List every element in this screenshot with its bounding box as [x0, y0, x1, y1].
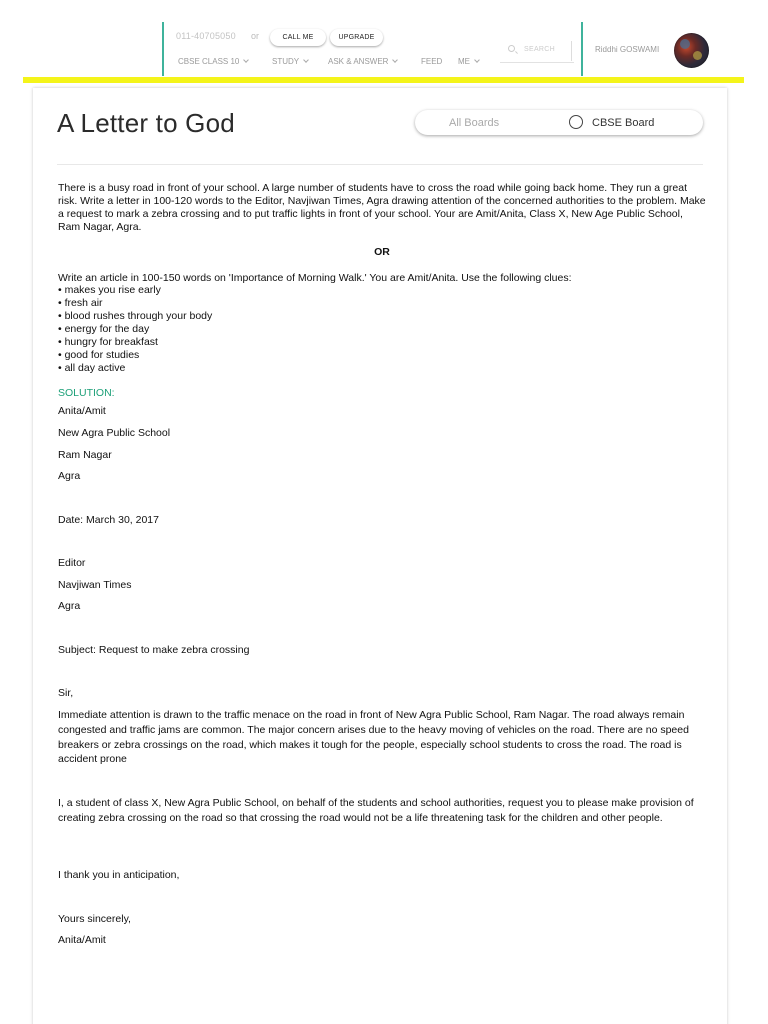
list-item: • makes you rise early — [58, 284, 161, 297]
list-item: • energy for the day — [58, 323, 150, 336]
question-text — [58, 182, 706, 400]
avatar[interactable] — [674, 33, 709, 68]
phone-number[interactable]: 011-40705050 — [176, 31, 236, 41]
letter-line: Subject: Request to make zebra crossing — [58, 644, 250, 656]
list-item: • good for studies — [58, 348, 140, 361]
page-title: A Letter to God — [57, 108, 235, 138]
nav-me[interactable] — [458, 57, 479, 66]
chevron-down-icon — [474, 57, 480, 63]
chevron-down-icon — [244, 57, 250, 63]
solution-label: SOLUTION: — [58, 386, 115, 399]
question-part-1: There is a busy road in front of your school. A large number of students have to cross the road while going back home. They run a great risk. Write a letter in 100-120 words to the Editor, Navjiwan Times, Agra drawing attention of the concerned authorities to the problem. Make a request to mark a zebra crossing and to put traffic lights in front of your school. Your are Amit/Anita, Class X, New Age Public School, Ram Nagar, Agra. — [58, 182, 706, 233]
letter-line: Date: March 30, 2017 — [58, 514, 159, 526]
letter-paragraph: I, a student of class X, New Agra Public School, on behalf of the students and school authorities, request you to please make provision of creating zebra crossing on the road so that crossing the road would not be a life threatening task for the children and other people. — [58, 797, 694, 824]
nav-label: STUDY — [272, 57, 300, 66]
chevron-down-icon — [393, 57, 399, 63]
radio-icon[interactable] — [569, 115, 583, 129]
chevron-down-icon — [303, 57, 309, 63]
letter-line: Agra — [58, 470, 81, 482]
nav-label: ASK & ANSWER — [328, 57, 389, 66]
search-input[interactable]: SEARCH — [524, 46, 555, 53]
question-part-2: Write an article in 100-150 words on 'Importance of Morning Walk.' You are Amit/Anita. Use the following clues: — [58, 271, 572, 284]
username[interactable]: Riddhi GOSWAMI — [595, 45, 660, 54]
header-divider-right — [581, 22, 583, 76]
divider — [57, 164, 703, 165]
call-me-button[interactable]: CALL ME — [270, 29, 326, 46]
nav-ask-answer[interactable] — [328, 57, 397, 66]
letter-line: Anita/Amit — [58, 934, 106, 946]
letter-line: Anita/Amit — [58, 405, 106, 417]
list-item: • hungry for breakfast — [58, 336, 158, 349]
yellow-accent-bar — [23, 77, 744, 83]
search-box[interactable] — [500, 41, 572, 61]
or-heading: OR — [374, 245, 390, 258]
search-underline — [500, 62, 574, 63]
header-divider-left — [162, 22, 164, 76]
nav-cbse-class-10[interactable] — [178, 57, 248, 66]
nav-feed[interactable] — [421, 57, 442, 66]
letter-line: Editor — [58, 557, 86, 569]
nav-label: FEED — [421, 57, 443, 66]
list-item: • all day active — [58, 361, 126, 374]
all-boards-option[interactable]: All Boards — [449, 117, 500, 129]
cbse-board-option[interactable]: CBSE Board — [592, 117, 655, 129]
search-icon — [508, 45, 515, 52]
letter-line: New Agra Public School — [58, 427, 171, 439]
nav-label: ME — [458, 57, 470, 66]
nav-study[interactable] — [272, 57, 308, 66]
content-card — [33, 88, 727, 1024]
letter-line: Sir, — [58, 687, 74, 699]
list-item: • blood rushes through your body — [58, 310, 213, 323]
top-header — [0, 0, 768, 84]
letter-line: Navjiwan Times — [58, 579, 132, 591]
letter-line: I thank you in anticipation, — [58, 869, 180, 881]
letter-line: Agra — [58, 600, 81, 612]
clue-list — [58, 284, 706, 374]
letter-line: Yours sincerely, — [58, 913, 131, 925]
nav-label: CBSE CLASS 10 — [178, 57, 240, 66]
upgrade-button[interactable]: UPGRADE — [330, 29, 383, 46]
board-toggle[interactable] — [415, 110, 703, 135]
list-item: • fresh air — [58, 297, 103, 310]
or-label: or — [251, 31, 260, 41]
letter-line: Ram Nagar — [58, 449, 112, 461]
letter-paragraph: Immediate attention is drawn to the traffic menace on the road in front of New Agra Public School, Ram Nagar. The road always remain congested and traffic jams are common. The major concern arises due to the heavy moving of vehicles on the road. There are no speed breakers or zebra crossings on the road, which makes it tough for the people, especially school students to cross the road. The road is accident prone — [58, 709, 689, 766]
